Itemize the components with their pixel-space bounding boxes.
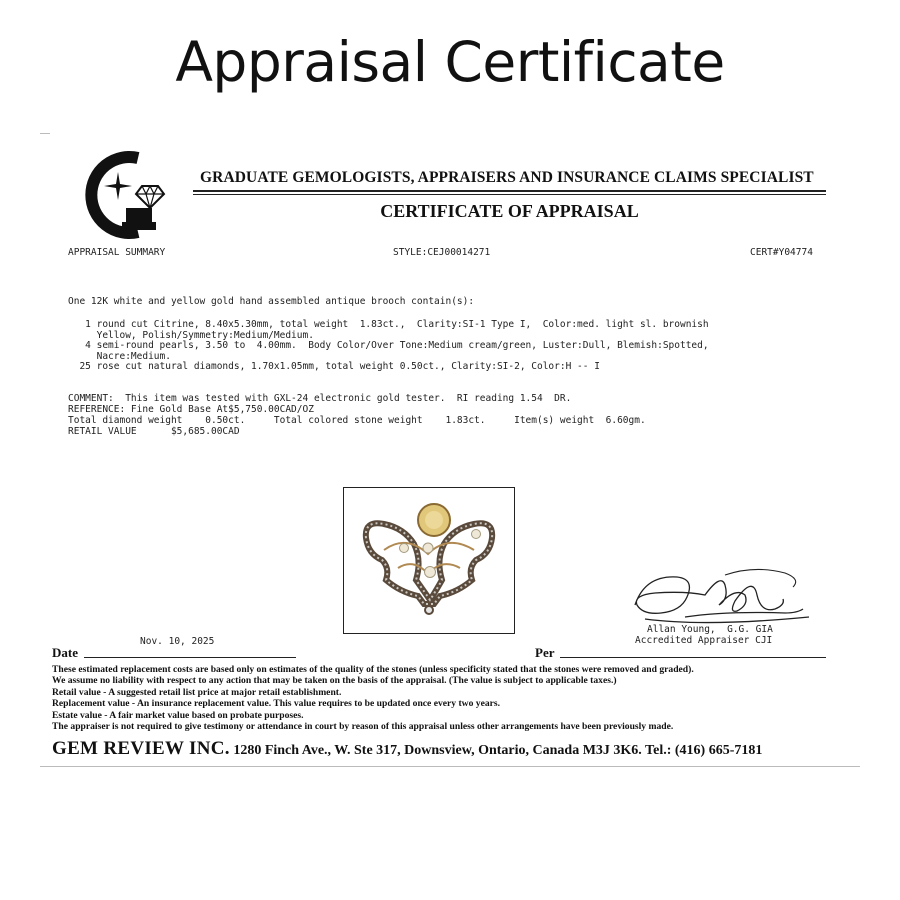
disclaimer-line: We assume no liability with respect to any action that may be taken on the basis of the appraisal. (The value is subject to applicable taxes.): [52, 675, 617, 687]
company-address: 1280 Finch Ave., W. Ste 317, Downsview, Ontario, Canada M3J 3K6. Tel.: (416) 665-7181: [229, 743, 763, 758]
header-rule-thin: [193, 194, 826, 195]
reference-line: REFERENCE: Fine Gold Base At$5,750.00CAD/OZ: [68, 404, 314, 415]
disclaimer-line: Replacement value - An insurance replacement value. This value requires to be updated once every two years.: [52, 698, 501, 710]
date-line: [84, 657, 296, 658]
stone-line: 25 rose cut natural diamonds, 1.70x1.05mm, total weight 0.50ct., Clarity:SI-2, Color:H -- I: [68, 361, 600, 373]
stone-line: 1 round cut Citrine, 8.40x5.30mm, total weight 1.83ct., Clarity:SI-1 Type I, Color:med. light sl. brownish: [68, 319, 709, 330]
cert-number: CERT#Y04774: [750, 247, 813, 258]
brooch-photo: [343, 487, 515, 634]
appraiser-title: Accredited Appraiser CJI: [635, 635, 773, 646]
header-rule: [193, 190, 826, 192]
per-label: Per: [535, 645, 555, 660]
disclaimer-line: The appraiser is not required to give testimony or attendance in court by reason of this appraisal unless other arrangements have been previously made.: [52, 721, 674, 733]
weights-line: Total diamond weight 0.50ct. Total colored stone weight 1.83ct. Item(s) weight 6.60gm.: [68, 415, 646, 426]
stone-list: [68, 320, 709, 373]
disclaimer-line: Estate value - A fair market value based on probate purposes.: [52, 709, 304, 721]
appraiser-name: Allan Young, G.G. GIA: [647, 624, 773, 635]
per-line: [560, 657, 826, 658]
description-intro: One 12K white and yellow gold hand assembled antique brooch contain(s):: [68, 296, 475, 307]
date-label: Date: [52, 645, 78, 660]
comment-line: COMMENT: This item was tested with GXL-24 electronic gold tester. RI reading 1.54 DR.: [68, 393, 572, 404]
certificate-title: CERTIFICATE OF APPRAISAL: [380, 201, 639, 221]
retail-value-line: RETAIL VALUE $5,685.00CAD: [68, 426, 240, 437]
details-block: [68, 393, 646, 437]
gem-logo-icon: [78, 150, 173, 245]
appraisal-date: Nov. 10, 2025: [140, 636, 215, 647]
disclaimer-block: [52, 664, 852, 732]
disclaimer-line: Retail value - A suggested retail list price at major retail establishment.: [52, 686, 342, 698]
company-footer: [52, 738, 862, 760]
bottom-divider: [40, 766, 860, 767]
style-number: STYLE:CEJ00014271: [393, 247, 491, 258]
stone-line: Nacre:Medium.: [68, 350, 171, 362]
stone-line: 4 semi-round pearls, 3.50 to 4.00mm. Body Color/Over Tone:Medium cream/green, Luster:Dull, Blemish:Spotted,: [68, 340, 709, 352]
stone-line: Yellow, Polish/Symmetry:Medium/Medium.: [68, 329, 314, 341]
page-title: Appraisal Certificate: [175, 30, 725, 94]
signature-graphic: [625, 565, 815, 630]
disclaimer-line: These estimated replacement costs are based only on estimates of the quality of the stones (unless specificity stated that the stones were removed and graded).: [52, 664, 694, 675]
organization-name: GRADUATE GEMOLOGISTS, APPRAISERS AND INSURANCE CLAIMS SPECIALIST: [200, 169, 814, 186]
appraisal-summary-label: APPRAISAL SUMMARY: [68, 247, 166, 258]
top-divider: [40, 133, 50, 134]
company-name: GEM REVIEW INC.: [52, 738, 230, 759]
